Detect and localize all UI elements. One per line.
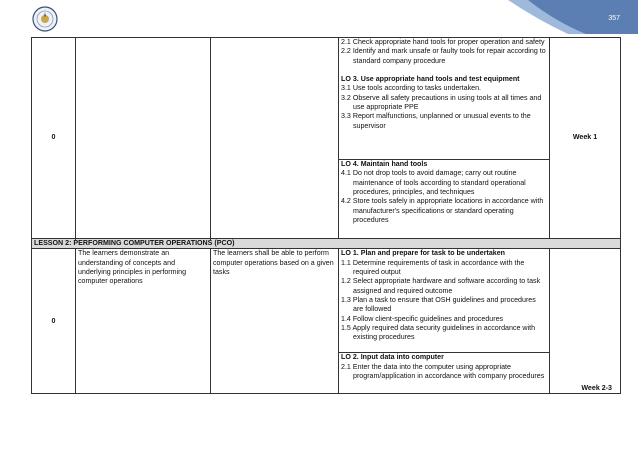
performance-standard-cell: The learners shall be able to perform computer operations based on a given tasks: [211, 249, 339, 394]
lesson-title: LESSON 2: PERFORMING COMPUTER OPERATIONS (PCO): [32, 239, 621, 249]
competency-item: 3.3 Report malfunctions, unplanned or unusual events to the supervisor: [341, 112, 531, 130]
lo-heading: LO 4. Maintain hand tools: [341, 160, 428, 168]
curriculum-table: [31, 37, 621, 394]
performance-standard-cell: [211, 38, 339, 239]
table-row: [32, 249, 621, 353]
competency-cell: [339, 160, 550, 239]
lesson-heading-row: [32, 239, 621, 249]
competency-item: 1.3 Plan a task to ensure that OSH guidelines and procedures are followed: [341, 296, 536, 314]
row-number-cell: 0: [32, 249, 76, 394]
competency-cell: [339, 249, 550, 353]
competency-item: 1.4 Follow client-specific guidelines and procedures: [341, 314, 504, 323]
lo-heading: LO 1. Plan and prepare for task to be undertaken: [341, 249, 505, 258]
competency-item: 2.1 Enter the data into the computer using appropriate program/application in accordance with company procedures: [341, 362, 545, 381]
table-row: [32, 38, 621, 160]
page-number: 357: [608, 15, 620, 22]
row-number-cell: 0: [32, 38, 76, 239]
competency-item: 1.5 Apply required data security guidelines in accordance with existing procedures: [341, 324, 536, 342]
competency-item: 2.1 Check appropriate hand tools for proper operation and safety: [341, 38, 545, 46]
content-standard-cell: The learners demonstrate an understanding of concepts and underlying principles in performing computer operations: [76, 249, 211, 394]
competency-cell: [339, 353, 550, 394]
competency-item: 1.2 Select appropriate hardware and software according to task assigned and required outcome: [341, 277, 541, 295]
competency-item: 1.1 Determine requirements of task in accordance with the required output: [341, 258, 525, 277]
competency-item: 3.1 Use tools according to tasks undertaken.: [341, 84, 481, 93]
competency-item: 4.1 Do not drop tools to avoid damage; carry out routine maintenance of tools according to standard operational procedures, principles, and techniques: [341, 169, 526, 197]
competency-item: 4.2 Store tools safely in appropriate locations in accordance with manufacturer's specifications or standard operating procedures: [341, 197, 544, 225]
lo-heading: LO 3. Use appropriate hand tools and test equipment: [341, 75, 520, 84]
competency-item: 3.2 Observe all safety precautions in using tools at all times and use appropriate PPE: [341, 93, 542, 112]
competency-item: 2.2 Identify and mark unsafe or faulty tools for repair according to standard company procedure: [341, 47, 546, 65]
deped-seal-icon: [32, 6, 58, 32]
week-cell: Week 1: [550, 38, 621, 239]
week-cell: Week 2-3: [550, 249, 621, 394]
competency-cell: [339, 38, 550, 160]
content-standard-cell: [76, 38, 211, 239]
lo-heading: LO 2. Input data into computer: [341, 353, 444, 362]
